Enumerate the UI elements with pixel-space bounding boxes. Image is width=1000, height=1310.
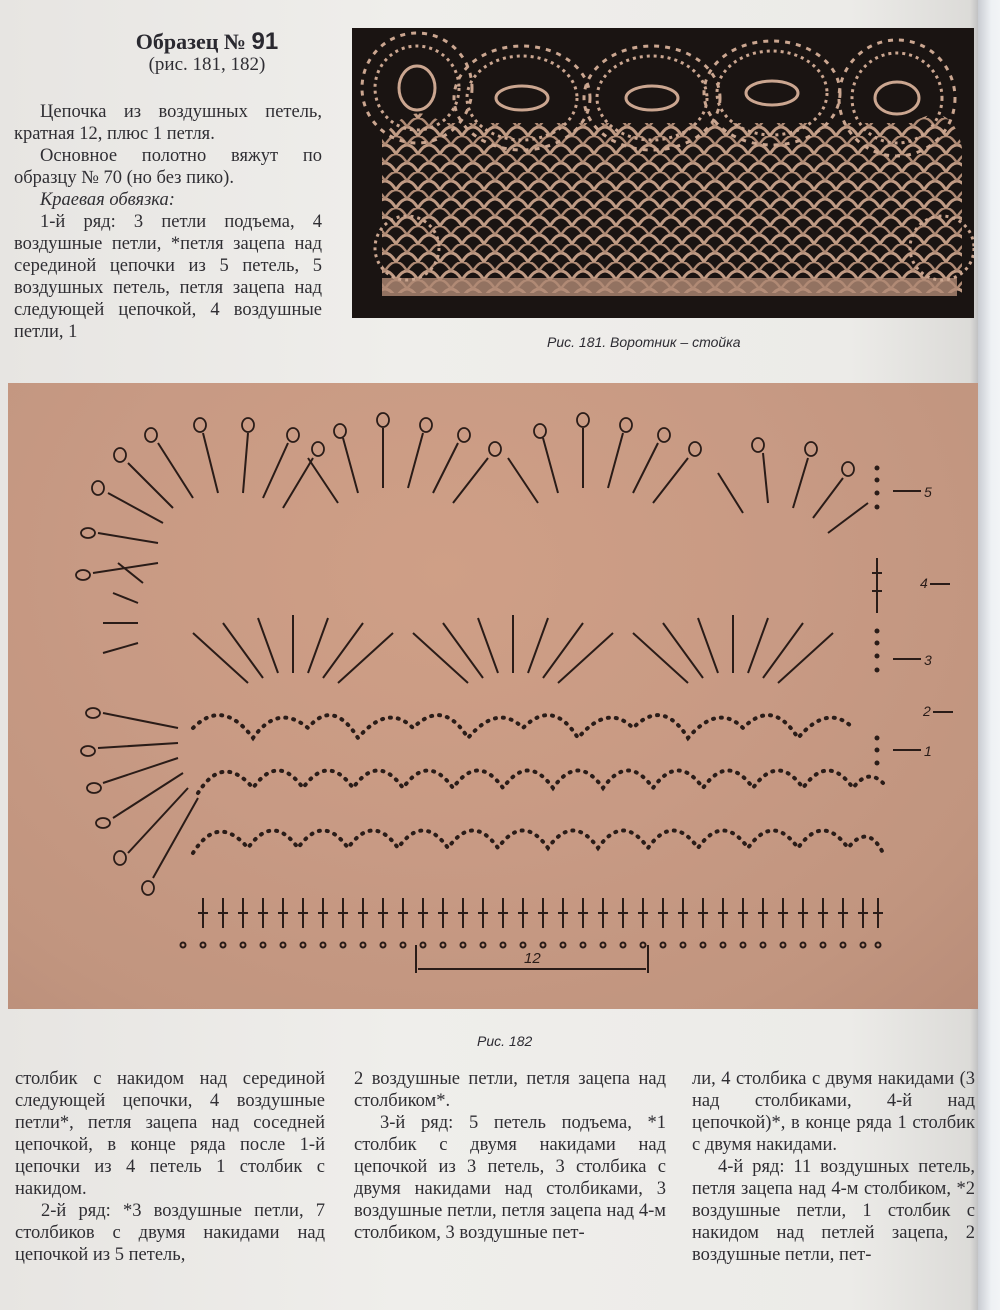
row-labels bbox=[524, 484, 953, 967]
edge-dots bbox=[875, 466, 880, 766]
row-2-continued: 2 воздушные петли, петля зацепа над столбиком*. bbox=[354, 1069, 666, 1111]
intro-paragraph-chain: Цепочка из воздушных петель, кратная 12, плюс 1 петля. bbox=[14, 102, 322, 144]
crochet-chart bbox=[8, 383, 978, 1009]
row-1-instructions: 1-й ряд: 3 петли подъема, 4 воздушные петли, *петля зацепа над серединой цепочки из 5 петель, 5 воздушных петель, петля зацепа над следующей цепочкой, 4 воздушные петли, 1 bbox=[14, 212, 322, 342]
text-column-2 bbox=[354, 1068, 666, 1244]
pattern-header bbox=[82, 30, 332, 76]
crochet-chart-diagram bbox=[8, 383, 978, 1009]
text-column-1 bbox=[15, 1068, 325, 1266]
row-label-3: 3 bbox=[924, 652, 932, 668]
intro-paragraph-base: Основное полотно вяжут по образцу № 70 (но без пико). bbox=[14, 146, 322, 188]
figure-182-caption: Рис. 182 bbox=[477, 1033, 533, 1049]
fan-stitches bbox=[103, 563, 833, 683]
title-prefix: Образец № bbox=[135, 29, 247, 54]
figure-reference: (рис. 181, 182) bbox=[148, 54, 266, 75]
repeat-label: 12 bbox=[524, 950, 541, 967]
edge-stitch bbox=[872, 558, 882, 613]
row-label-4: 4 bbox=[920, 575, 928, 591]
page-edge bbox=[978, 0, 1000, 1310]
lace-collar-photo bbox=[352, 28, 974, 318]
figure-181-caption: Рис. 181. Воротник – стойка bbox=[547, 334, 741, 350]
row-3-continued: ли, 4 столбика с двумя накидами (3 над столбиками, 4-й над цепочкой)*, в конце ряда 1 столбик с двумя накидами. bbox=[692, 1069, 975, 1155]
title-number: 91 bbox=[251, 28, 279, 55]
foundation-chain bbox=[181, 943, 881, 948]
row-1-continued: столбик с накидом над серединой следующей цепочки, 4 воздушные петли*, петля зацепа над соседней цепочкой, в конце ряда после 1-й цепочки из 4 петель 1 столбик с накидом. bbox=[15, 1069, 325, 1199]
scallop-fans bbox=[93, 428, 868, 878]
section-heading-edging: Краевая обвязка: bbox=[40, 190, 175, 210]
pattern-title bbox=[82, 30, 332, 54]
row-4-instructions: 4-й ряд: 11 воздушных петель, петля зацепа над 4-м столбиком, *2 воздушные петли, 1 столбик с накидом над петлей зацепа, 2 воздушные петли, пет- bbox=[692, 1157, 975, 1265]
lace-photo-illustration bbox=[352, 28, 974, 318]
row-label-2: 2 bbox=[923, 703, 931, 719]
intro-text bbox=[14, 101, 322, 343]
row-2-instructions: 2-й ряд: *3 воздушные петли, 7 столбиков с двумя накидами над цепочкой из 5 петель, bbox=[15, 1201, 325, 1265]
row-3-instructions: 3-й ряд: 5 петель подъема, *1 столбик с двумя накидами над цепочкой из 3 петель, 3 столбика с двумя накидами над столбиками, 3 воздушные петли, петля зацепа над 4-м столбиком, 3 воздушные пет- bbox=[354, 1113, 666, 1243]
row-label-1: 1 bbox=[924, 743, 932, 759]
text-column-3 bbox=[692, 1068, 975, 1266]
mesh-rows bbox=[193, 715, 883, 853]
row-label-5: 5 bbox=[924, 484, 932, 500]
stitch-row-base bbox=[198, 898, 883, 928]
